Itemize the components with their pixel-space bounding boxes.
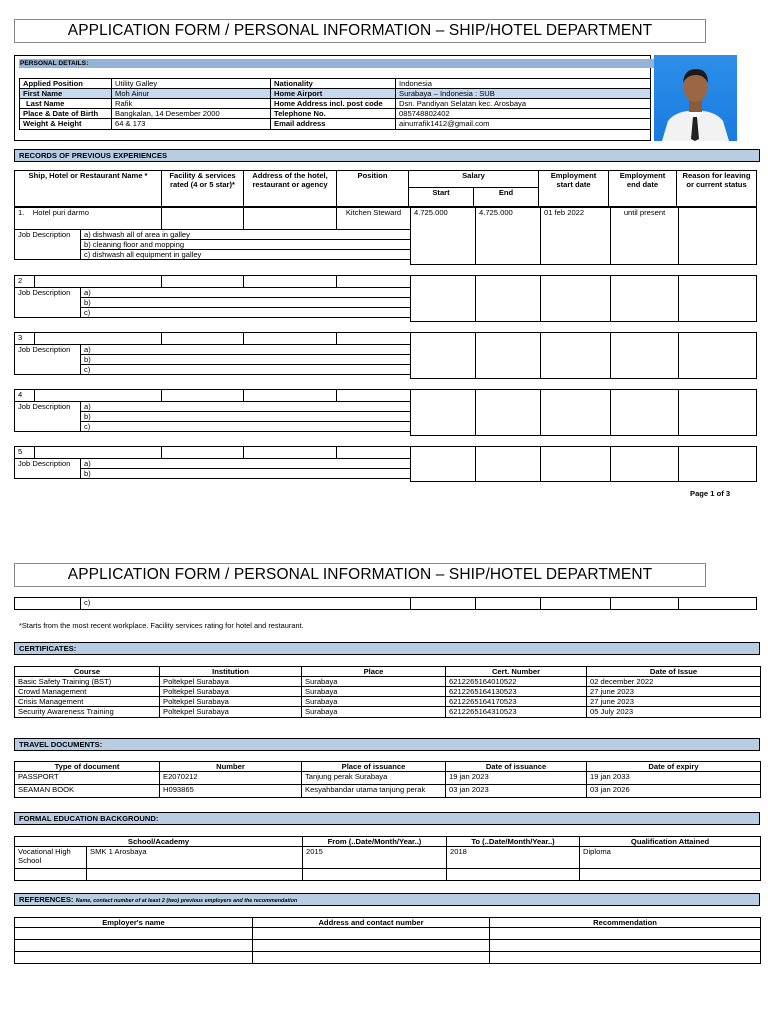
entry-emp-start[interactable]: 01 feb 2022 (541, 208, 611, 265)
cell[interactable]: 6212265164010522 (446, 677, 587, 687)
entry-name[interactable] (35, 276, 162, 288)
cell[interactable]: 03 jan 2026 (587, 785, 761, 798)
experience-continuation-row (14, 597, 757, 610)
cell[interactable]: 2015 (303, 847, 447, 869)
jd-label: Job Description (15, 345, 81, 375)
cell[interactable]: Surabaya (302, 707, 446, 717)
entry-facility[interactable] (162, 390, 244, 402)
applicant-photo (654, 55, 737, 141)
references-subtitle: Name, contact number of at least 2 (two) previous employers and the recommendation (75, 898, 298, 904)
entry-salary-end[interactable] (476, 447, 541, 482)
entry-salary-end[interactable] (476, 598, 541, 610)
entry-left (14, 389, 411, 432)
entry-salary-start[interactable] (411, 390, 476, 436)
pd-label: Telephone No. (271, 109, 396, 119)
experience-entry-2 (14, 275, 756, 322)
col-number: Number (160, 762, 302, 772)
table-header-row (15, 837, 761, 847)
entry-emp-end[interactable] (611, 333, 679, 379)
portrait-image (654, 55, 737, 141)
pd-value[interactable]: ainurrafik1412@gmail.com (396, 119, 651, 129)
col-date-issue: Date of Issue (587, 667, 761, 677)
table-header-row (15, 667, 761, 677)
cell[interactable] (15, 940, 253, 952)
pd-value[interactable]: Utility Galley (112, 79, 271, 89)
experience-entry-3 (14, 332, 756, 379)
pd-value[interactable]: Rafik (112, 99, 271, 109)
entry-name[interactable] (35, 447, 162, 459)
experience-header-row (15, 171, 757, 188)
col-place: Place (302, 667, 446, 677)
pd-row (20, 109, 651, 119)
cell[interactable] (303, 869, 447, 881)
certificates-heading: CERTIFICATES: (14, 642, 760, 655)
entry-name[interactable] (35, 333, 162, 345)
entry-name[interactable] (35, 390, 162, 402)
pd-label: Nationality (271, 79, 396, 89)
entry-right (410, 389, 757, 436)
entry-reason[interactable] (679, 390, 757, 436)
jd-b[interactable]: b) (81, 355, 411, 365)
entry-salary-end[interactable] (476, 390, 541, 436)
references-heading (14, 893, 760, 906)
entry-left (14, 275, 411, 318)
entry-reason[interactable] (679, 598, 757, 610)
entry-salary-start[interactable] (411, 333, 476, 379)
cell[interactable]: Poltekpel Surabaya (160, 687, 302, 697)
pd-label: Last Name (20, 99, 112, 109)
entry-name-cell[interactable] (15, 208, 162, 230)
travel-documents-heading: TRAVEL DOCUMENTS: (14, 738, 760, 751)
jd-a[interactable]: a) (81, 288, 411, 298)
cell[interactable]: Poltekpel Surabaya (160, 707, 302, 717)
cell[interactable]: Crowd Management (15, 687, 160, 697)
col-emp-start: Employment start date (539, 171, 609, 207)
pd-value[interactable]: 085748802402 (396, 109, 651, 119)
experience-table (14, 170, 757, 207)
entry-address[interactable] (244, 447, 337, 459)
cell[interactable]: Kesyahbandar utama tanjung perak (302, 785, 446, 798)
cell[interactable]: Basic Safety Training (BST) (15, 677, 160, 687)
entry-number: 4 (15, 390, 35, 402)
cell[interactable]: H093865 (160, 785, 302, 798)
cell[interactable]: 19 jan 2033 (587, 772, 761, 785)
entry-emp-end[interactable] (611, 447, 679, 482)
jd-c[interactable]: c) (81, 422, 411, 432)
entry-emp-start[interactable] (541, 447, 611, 482)
pd-row (20, 99, 651, 109)
entry-salary-end[interactable]: 4.725.000 (476, 208, 541, 265)
jd-c[interactable]: c) (81, 308, 411, 318)
entry-reason[interactable] (679, 333, 757, 379)
experience-entry-1 (14, 207, 756, 265)
cell[interactable]: Security Awareness Training (15, 707, 160, 717)
col-salary-start: Start (409, 188, 474, 207)
entry-emp-start[interactable] (541, 333, 611, 379)
entry-position[interactable] (337, 390, 411, 402)
entry-salary-start[interactable]: 4.725.000 (411, 208, 476, 265)
col-ship: Ship, Hotel or Restaurant Name * (15, 171, 162, 207)
cell[interactable]: Surabaya (302, 687, 446, 697)
cell[interactable]: 05 July 2023 (587, 707, 761, 717)
pd-value[interactable]: Bangkalan, 14 Desember 2000 (112, 109, 271, 119)
cell[interactable] (490, 940, 761, 952)
footnote: *Starts from the most recent workplace. Facility services rating for hotel and restaurant. (19, 621, 304, 630)
jd-c[interactable]: c) (81, 365, 411, 375)
pd-label: First Name (20, 89, 112, 99)
col-school: School/Academy (15, 837, 303, 847)
pd-label: Home Address incl. post code (271, 99, 396, 109)
table-row (15, 707, 761, 717)
jd-label: Job Description (15, 230, 81, 260)
cell[interactable]: 27 june 2023 (587, 697, 761, 707)
jd-b[interactable]: b) (81, 469, 411, 479)
jd-a[interactable]: a) (81, 402, 411, 412)
table-row (15, 869, 761, 881)
entry-facility[interactable] (162, 447, 244, 459)
cell[interactable]: 6212265164170523 (446, 697, 587, 707)
col-address: Address of the hotel, restaurant or agency (244, 171, 337, 207)
entry-number: 5 (15, 447, 35, 459)
form-title: APPLICATION FORM / PERSONAL INFORMATION – SHIP/HOTEL DEPARTMENT (14, 19, 706, 43)
entry-number: 2 (15, 276, 35, 288)
table-row (15, 687, 761, 697)
col-date-issuance: Date of issuance (446, 762, 587, 772)
entry-facility[interactable] (162, 333, 244, 345)
table-row (15, 847, 761, 869)
entry-position[interactable] (337, 447, 411, 459)
cell[interactable]: Poltekpel Surabaya (160, 677, 302, 687)
cell[interactable] (447, 869, 580, 881)
entry-address[interactable] (244, 333, 337, 345)
entry-1-left (14, 207, 411, 260)
entry-emp-end[interactable] (611, 598, 679, 610)
col-qualification: Qualification Attained (580, 837, 761, 847)
cell[interactable]: 19 jan 2023 (446, 772, 587, 785)
entry-position[interactable]: Kitchen Steward (337, 208, 411, 230)
jd-a[interactable]: a) (81, 345, 411, 355)
table-row (15, 697, 761, 707)
cell[interactable]: Surabaya (302, 677, 446, 687)
pd-label: Place & Date of Birth (20, 109, 112, 119)
cell[interactable]: 2018 (447, 847, 580, 869)
pd-value[interactable]: 64 & 173 (112, 119, 271, 129)
entry-address[interactable] (244, 276, 337, 288)
col-institution: Institution (160, 667, 302, 677)
pd-value[interactable]: Indonesia (396, 79, 651, 89)
col-doc-type: Type of document (15, 762, 160, 772)
cell[interactable]: Tanjung perak Surabaya (302, 772, 446, 785)
personal-details-heading: PERSONAL DETAILS: (19, 59, 659, 68)
entry-reason[interactable] (679, 447, 757, 482)
table-header-row (15, 918, 761, 928)
cell[interactable] (15, 869, 87, 881)
jd-c[interactable]: c) dishwash all equipment in galley (81, 250, 411, 260)
table-row (15, 940, 761, 952)
col-date-expiry: Date of expiry (587, 762, 761, 772)
col-course: Course (15, 667, 160, 677)
entry-facility[interactable] (162, 208, 244, 230)
col-employer-name: Employer's name (15, 918, 253, 928)
cell[interactable]: 02 december 2022 (587, 677, 761, 687)
jd-label: Job Description (15, 459, 81, 479)
entry-reason[interactable] (679, 276, 757, 322)
cell[interactable] (87, 869, 303, 881)
pd-row (20, 79, 651, 89)
entry-left (14, 446, 411, 479)
experience-entry-4 (14, 389, 756, 436)
cell[interactable]: 6212265164310523 (446, 707, 587, 717)
travel-documents-table (14, 761, 761, 798)
entry-emp-start[interactable] (541, 276, 611, 322)
pd-label: Home Airport (271, 89, 396, 99)
col-position: Position (337, 171, 409, 207)
entry-right (410, 446, 757, 482)
jd-a[interactable]: a) dishwash all of area in galley (81, 230, 411, 240)
entry-left (14, 332, 411, 375)
cell[interactable]: Vocational High School (15, 847, 87, 869)
jd-b[interactable]: b) cleaning floor and mopping (81, 240, 411, 250)
table-row (15, 952, 761, 964)
entry-right (410, 332, 757, 379)
cell[interactable] (15, 952, 253, 964)
entry-number: 3 (15, 333, 35, 345)
experience-heading: RECORDS OF PREVIOUS EXPERIENCES (14, 149, 760, 162)
entry-address[interactable] (244, 390, 337, 402)
jd-label: Job Description (15, 402, 81, 432)
col-address-contact: Address and contact number (253, 918, 490, 928)
entry-salary-start[interactable] (411, 598, 476, 610)
table-row (15, 928, 761, 940)
entry-position[interactable] (337, 333, 411, 345)
experience-entry-5 (14, 446, 756, 482)
pd-label: Email address (271, 119, 396, 129)
cell[interactable]: 03 jan 2023 (446, 785, 587, 798)
cell[interactable] (580, 869, 761, 881)
col-to: To (..Date/Month/Year..) (447, 837, 580, 847)
cell[interactable]: PASSPORT (15, 772, 160, 785)
col-place-issuance: Place of issuance (302, 762, 446, 772)
entry-main-row (15, 208, 411, 230)
col-salary: Salary (409, 171, 539, 188)
entry-1-right (410, 207, 757, 265)
certificates-table (14, 666, 761, 718)
col-cert-number: Cert. Number (446, 667, 587, 677)
education-table (14, 836, 761, 881)
jd-row (15, 230, 411, 240)
cell[interactable]: Crisis Management (15, 697, 160, 707)
references-title: REFERENCES: (19, 895, 74, 904)
entry-facility[interactable] (162, 276, 244, 288)
jd-label: Job Description (15, 288, 81, 318)
cell[interactable] (15, 928, 253, 940)
jd-b[interactable]: b) (81, 412, 411, 422)
pd-value[interactable]: Moh Ainur (112, 89, 271, 99)
pd-value[interactable]: Surabaya – Indonesia : SUB (396, 89, 651, 99)
cell[interactable]: Surabaya (302, 697, 446, 707)
cell[interactable] (253, 940, 490, 952)
entry-salary-end[interactable] (476, 276, 541, 322)
cell[interactable] (253, 928, 490, 940)
entry-reason[interactable] (679, 208, 757, 265)
cell[interactable] (490, 952, 761, 964)
entry-salary-start[interactable] (411, 447, 476, 482)
education-heading: FORMAL EDUCATION BACKGROUND: (14, 812, 760, 825)
entry-address[interactable] (244, 208, 337, 230)
personal-details-table (19, 78, 651, 130)
references-table (14, 917, 761, 964)
entry-salary-end[interactable] (476, 333, 541, 379)
entry-emp-start[interactable] (541, 390, 611, 436)
table-row (15, 772, 761, 785)
page-number: Page 1 of 3 (690, 489, 731, 498)
pd-value[interactable]: Dsn. Pandiyan Selatan kec. Arosbaya (396, 99, 651, 109)
pd-row (20, 89, 651, 99)
cell[interactable]: 27 june 2023 (587, 687, 761, 697)
cell[interactable]: Diploma (580, 847, 761, 869)
pd-label: Applied Position (20, 79, 112, 89)
entry-right (410, 275, 757, 322)
cell[interactable] (490, 928, 761, 940)
entry-salary-start[interactable] (411, 276, 476, 322)
jd-c[interactable]: c) (81, 598, 411, 610)
table-row (15, 677, 761, 687)
entry-emp-end[interactable] (611, 390, 679, 436)
jd-b[interactable]: b) (81, 298, 411, 308)
pd-row (20, 119, 651, 129)
cell[interactable]: E2070212 (160, 772, 302, 785)
cell[interactable] (253, 952, 490, 964)
form-title-page-2: APPLICATION FORM / PERSONAL INFORMATION – SHIP/HOTEL DEPARTMENT (14, 563, 706, 587)
col-reason: Reason for leaving or current status (677, 171, 757, 207)
personal-details-box (14, 55, 651, 141)
entry-position[interactable] (337, 276, 411, 288)
cell[interactable]: SEAMAN BOOK (15, 785, 160, 798)
col-salary-end: End (474, 188, 539, 207)
entry-emp-end[interactable] (611, 276, 679, 322)
col-facility: Facility & services rated (4 or 5 star)* (162, 171, 244, 207)
table-row (15, 785, 761, 798)
col-recommendation: Recommendation (490, 918, 761, 928)
cell[interactable]: 6212265164130523 (446, 687, 587, 697)
entry-number: 1. (18, 208, 25, 217)
cell[interactable]: SMK 1 Arosbaya (87, 847, 303, 869)
cell[interactable]: Poltekpel Surabaya (160, 697, 302, 707)
table-header-row (15, 762, 761, 772)
pd-label: Weight & Height (20, 119, 112, 129)
jd-a[interactable]: a) (81, 459, 411, 469)
entry-emp-start[interactable] (541, 598, 611, 610)
jd-label (15, 598, 81, 610)
col-emp-end: Employment end date (609, 171, 677, 207)
entry-emp-end[interactable]: until present (611, 208, 679, 265)
entry-name: Hotel puri darmo (32, 208, 89, 217)
col-from: From (..Date/Month/Year..) (303, 837, 447, 847)
